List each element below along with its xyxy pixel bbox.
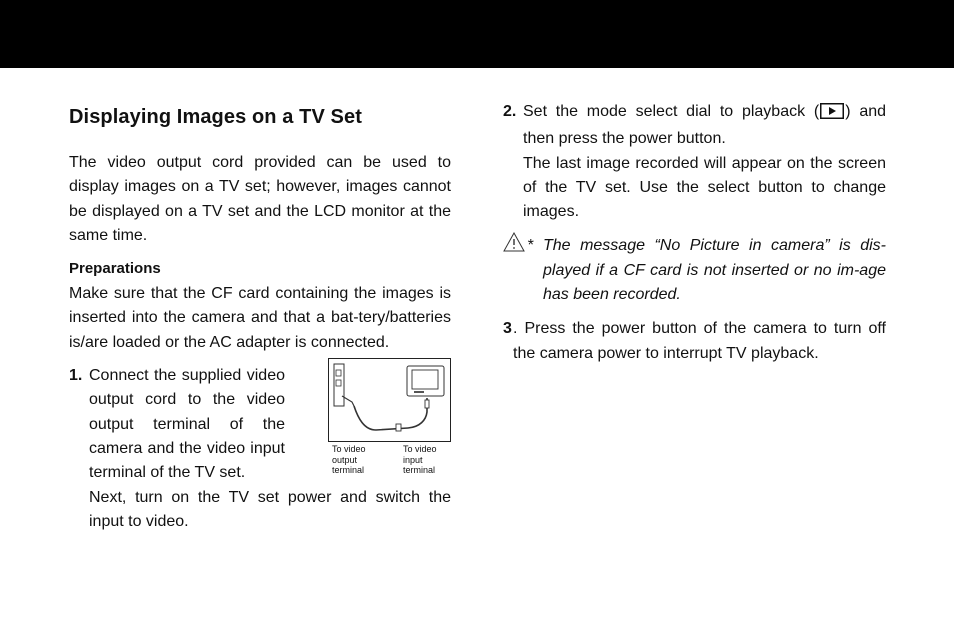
step-2 xyxy=(503,100,886,224)
step-1 xyxy=(69,364,451,534)
caption-video-output: To video output terminal xyxy=(332,444,366,476)
step-2-text-after: ) and then press the power button. xyxy=(523,103,887,148)
page-heading: Displaying Images on a TV Set xyxy=(69,106,362,128)
step-1-number: 1. xyxy=(69,367,83,385)
step-2-text-continued: The last image recorded will appear on the screen of the TV set. Use the select button to change images. xyxy=(523,154,886,221)
right-column xyxy=(503,100,886,366)
intro-paragraph: The video output cord provided can be used to display images on a TV set; however, images cannot be displayed on a TV set and the LCD monitor at the same time. xyxy=(69,154,451,244)
cable-connection-illustration xyxy=(328,358,451,442)
header-bar xyxy=(0,0,954,68)
step-1-text-continued: Next, turn on the TV set power and switch the input to video. xyxy=(89,488,451,530)
warning-triangle-icon xyxy=(503,232,525,260)
step-3-text: . Press the power button of the camera to turn off the camera power to interrupt TV playback. xyxy=(513,320,886,362)
step-2-text-before: Set the mode select dial to playback ( xyxy=(523,103,820,120)
left-column xyxy=(69,100,451,534)
note-asterisk: * xyxy=(527,237,534,255)
preparations-heading: Preparations xyxy=(69,260,161,278)
step-3 xyxy=(503,317,886,366)
step-2-text xyxy=(523,100,886,152)
preparations-paragraph: Make sure that the CF card containing the images is inserted into the camera and that a bat-tery/batteries is/are loaded or the AC adapter is connected. xyxy=(69,285,451,351)
step-3-number: 3 xyxy=(503,320,512,338)
note-text: The message “No Picture in camera” is dis-played if a CF card is not inserted or no im-age has been recorded. xyxy=(543,237,886,304)
playback-mode-icon xyxy=(820,103,844,127)
step-1-text: Connect the supplied video output cord to the video output terminal of the camera and the video input terminal of the TV set. xyxy=(89,367,285,482)
note xyxy=(503,234,886,307)
connection-figure xyxy=(328,358,451,476)
caption-video-input: To video input terminal xyxy=(403,444,437,476)
step-2-number: 2. xyxy=(503,103,517,120)
